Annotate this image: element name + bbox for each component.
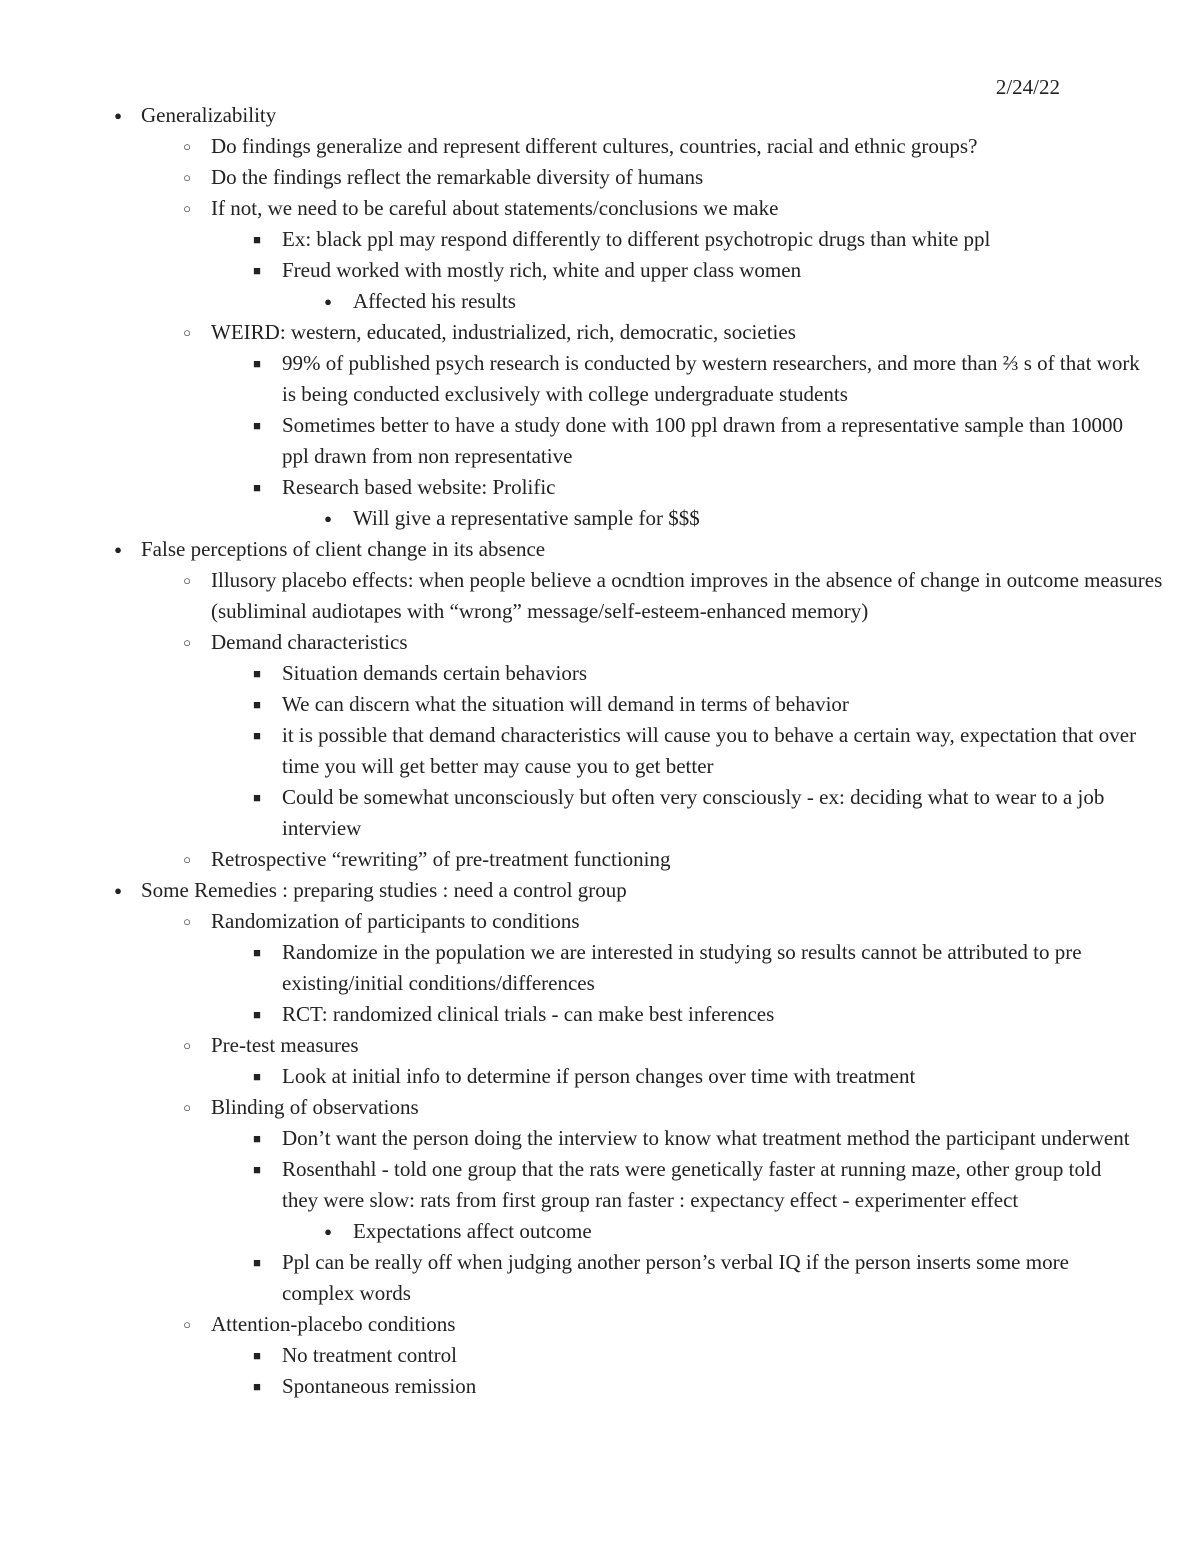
list-item-text: Do the findings reflect the remarkable diversity of humans (211, 165, 704, 189)
filled-circle-bullet-icon: ● (324, 511, 332, 526)
list-item-text: Will give a representative sample for $$$ (353, 506, 700, 530)
list-item (0, 1340, 1200, 1371)
square-bullet-icon: ■ (253, 263, 261, 278)
list-item-text: Randomization of participants to conditions (211, 909, 580, 933)
list-item-text: Research based website: Prolific (282, 475, 556, 499)
square-bullet-icon: ■ (253, 666, 261, 681)
list-item-text: Some Remedies : preparing studies : need a control group (141, 878, 627, 902)
square-bullet-icon: ■ (253, 1162, 261, 1177)
list-item-text: Pre-test measures (211, 1033, 359, 1057)
list-item-text: it is possible that demand characteristics will cause you to behave a certain way, expectation that over time you will get better may cause you to get better (282, 723, 1137, 778)
list-item (0, 100, 1200, 131)
filled-circle-bullet-icon: ● (114, 883, 122, 898)
list-item-text: Demand characteristics (211, 630, 408, 654)
list-item-text: Freud worked with mostly rich, white and upper class women (282, 258, 802, 282)
list-item (0, 410, 1200, 472)
list-item (0, 689, 1200, 720)
list-item (0, 162, 1200, 193)
filled-circle-bullet-icon: ● (114, 108, 122, 123)
list-item (0, 844, 1200, 875)
list-item (0, 255, 1200, 286)
list-item-text: We can discern what the situation will demand in terms of behavior (282, 692, 849, 716)
list-item (0, 565, 1200, 627)
list-item-text: Sometimes better to have a study done with 100 ppl drawn from a representative sample than 10000 ppl drawn from non representative (282, 413, 1123, 468)
list-item (0, 503, 1200, 534)
list-item-text: Randomize in the population we are interested in studying so results cannot be attributed to pre existing/initial conditions/differences (282, 940, 1082, 995)
list-item (0, 224, 1200, 255)
list-item (0, 131, 1200, 162)
square-bullet-icon: ■ (253, 697, 261, 712)
list-item-text: Rosenthahl - told one group that the rats were genetically faster at running maze, other group told they were slow: rats from first group ran faster : expectancy effect - experimenter effect (282, 1157, 1102, 1212)
square-bullet-icon: ■ (253, 480, 261, 495)
list-item-text: Affected his results (353, 289, 516, 313)
list-item (0, 1154, 1200, 1216)
document-date: 2/24/22 (995, 75, 1060, 99)
square-bullet-icon: ■ (253, 1348, 261, 1363)
list-item (0, 193, 1200, 224)
list-item (0, 1061, 1200, 1092)
list-item-text: Look at initial info to determine if person changes over time with treatment (282, 1064, 916, 1088)
filled-circle-bullet-icon: ● (324, 1224, 332, 1239)
list-item-text: Expectations affect outcome (353, 1219, 592, 1243)
hollow-circle-bullet-icon: ○ (183, 170, 191, 185)
list-item (0, 782, 1200, 844)
square-bullet-icon: ■ (253, 1069, 261, 1084)
list-item-text: Spontaneous remission (282, 1374, 477, 1398)
square-bullet-icon: ■ (253, 418, 261, 433)
list-item (0, 1309, 1200, 1340)
hollow-circle-bullet-icon: ○ (183, 139, 191, 154)
list-item-text: RCT: randomized clinical trials - can make best inferences (282, 1002, 775, 1026)
filled-circle-bullet-icon: ● (324, 294, 332, 309)
list-item (0, 534, 1200, 565)
hollow-circle-bullet-icon: ○ (183, 1317, 191, 1332)
list-item (0, 999, 1200, 1030)
list-item-text: Illusory placebo effects: when people believe a ocndtion improves in the absence of change in outcome measures (subliminal audiotapes with “wrong” message/self-esteem-enhanced memory) (211, 568, 1163, 623)
hollow-circle-bullet-icon: ○ (183, 573, 191, 588)
square-bullet-icon: ■ (253, 728, 261, 743)
list-item-text: Situation demands certain behaviors (282, 661, 588, 685)
list-item (0, 1030, 1200, 1061)
hollow-circle-bullet-icon: ○ (183, 914, 191, 929)
square-bullet-icon: ■ (253, 1255, 261, 1270)
hollow-circle-bullet-icon: ○ (183, 635, 191, 650)
square-bullet-icon: ■ (253, 1131, 261, 1146)
square-bullet-icon: ■ (253, 232, 261, 247)
list-item-text: False perceptions of client change in its absence (141, 537, 546, 561)
list-item (0, 658, 1200, 689)
list-item-text: If not, we need to be careful about statements/conclusions we make (211, 196, 779, 220)
list-item (0, 1247, 1200, 1309)
list-item-text: No treatment control (282, 1343, 457, 1367)
list-item (0, 286, 1200, 317)
list-item-text: Do findings generalize and represent different cultures, countries, racial and ethnic groups? (211, 134, 978, 158)
filled-circle-bullet-icon: ● (114, 542, 122, 557)
square-bullet-icon: ■ (253, 790, 261, 805)
list-item-text: Blinding of observations (211, 1095, 419, 1119)
list-item (0, 875, 1200, 906)
list-item-text: Generalizability (141, 103, 277, 127)
square-bullet-icon: ■ (253, 1379, 261, 1394)
list-item-text: Attention-placebo conditions (211, 1312, 456, 1336)
notes-list (0, 100, 1200, 1402)
square-bullet-icon: ■ (253, 945, 261, 960)
list-item (0, 1092, 1200, 1123)
list-item (0, 906, 1200, 937)
list-item-text: Don’t want the person doing the interview to know what treatment method the participant underwent (282, 1126, 1130, 1150)
list-item-text: Could be somewhat unconsciously but often very consciously - ex: deciding what to wear to a job interview (282, 785, 1105, 840)
list-item (0, 472, 1200, 503)
list-item (0, 1123, 1200, 1154)
hollow-circle-bullet-icon: ○ (183, 1100, 191, 1115)
hollow-circle-bullet-icon: ○ (183, 201, 191, 216)
list-item (0, 1371, 1200, 1402)
list-item-text: Ppl can be really off when judging another person’s verbal IQ if the person inserts some more complex words (282, 1250, 1069, 1305)
list-item-text: WEIRD: western, educated, industrialized, rich, democratic, societies (211, 320, 796, 344)
hollow-circle-bullet-icon: ○ (183, 852, 191, 867)
list-item-text: Ex: black ppl may respond differently to different psychotropic drugs than white ppl (282, 227, 991, 251)
list-item (0, 627, 1200, 658)
square-bullet-icon: ■ (253, 1007, 261, 1022)
list-item-text: Retrospective “rewriting” of pre-treatment functioning (211, 847, 671, 871)
list-item (0, 348, 1200, 410)
square-bullet-icon: ■ (253, 356, 261, 371)
list-item (0, 1216, 1200, 1247)
list-item-text: 99% of published psych research is conducted by western researchers, and more than ⅔ s of that work is being conducted exclusively with college undergraduate students (282, 351, 1140, 406)
hollow-circle-bullet-icon: ○ (183, 325, 191, 340)
list-item (0, 317, 1200, 348)
hollow-circle-bullet-icon: ○ (183, 1038, 191, 1053)
list-item (0, 720, 1200, 782)
list-item (0, 937, 1200, 999)
